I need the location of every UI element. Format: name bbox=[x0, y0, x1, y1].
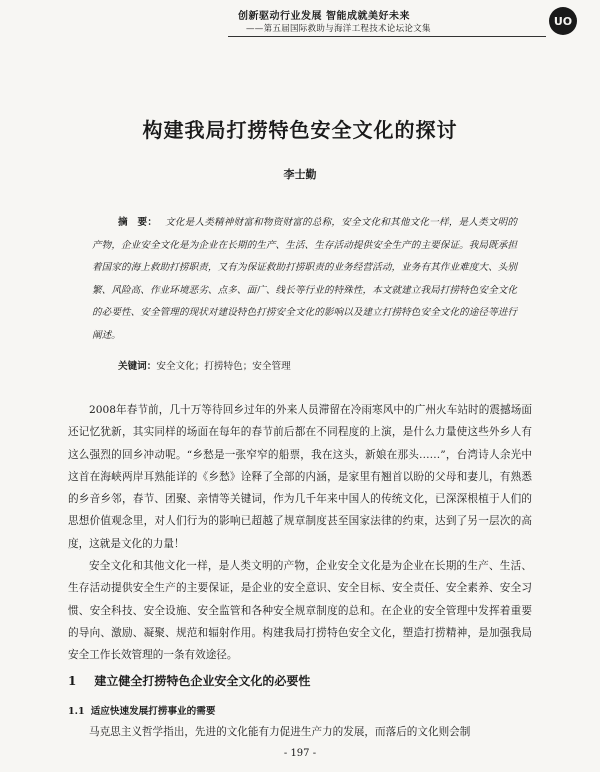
page-number: - 197 - bbox=[283, 748, 317, 759]
body-paragraph-3: 马克思主义哲学指出，先进的文化能有力促进生产力的发展，而落后的文化则会制 bbox=[89, 726, 471, 738]
section-heading bbox=[68, 672, 310, 689]
header-divider bbox=[228, 36, 546, 37]
keywords-text: 安全文化；打捞特色；安全管理 bbox=[156, 361, 291, 372]
body-paragraph-2: 安全文化和其他文化一样，是人类文明的产物，企业安全文化是为企业在长期的生产、生活、生存活动提供安全生产的主要保证，是企业的安全意识、安全目标、安全责任、安全素养、安全习惯、安全科技、安全设施、安全监管和各种安全规章制度的总和。在企业的安全管理中发挥着重要的导向、激励、凝聚、规范和辐射作用。构建我局打捞特色安全文化，塑造打捞精神，是加强我局安全工作长效管理的一条有效途径。 bbox=[68, 560, 532, 662]
subsection-number: 1.1 bbox=[68, 706, 85, 717]
conference-logo-icon bbox=[548, 6, 578, 36]
header-slogan: 创新驱动行业发展 智能成就美好未来 bbox=[238, 11, 410, 22]
header-proceedings-title: ——第五届国际救助与海洋工程技术论坛论文集 bbox=[246, 24, 431, 34]
subsection-title: 适应快速发展打捞事业的需要 bbox=[90, 706, 216, 717]
logo-text: UO bbox=[553, 15, 573, 28]
author-name: 李士勤 bbox=[283, 168, 317, 181]
section-number: 1 bbox=[68, 674, 77, 688]
running-header bbox=[0, 0, 600, 40]
section-title: 建立健全打捞特色企业安全文化的必要性 bbox=[94, 674, 311, 688]
subsection-heading bbox=[68, 703, 215, 717]
abstract-text: 文化是人类精神财富和物资财富的总称，安全文化和其他文化一样，是人类文明的产物，企业安全文化是为企业在长期的生产、生活、生存活动提供安全生产的主要保证。我局既承担着国家的海上救助打捞职责，又有为保证救助打捞职责的业务经营活动，业务有其作业难度大、头别繁、风险高、作业环境恶劣、点多、面广、线长等行业的特殊性，本文就建立我局打捞特色安全文化的必要性、安全管理的现状对建设特色打捞安全文化的影响以及建立打捞特色安全文化的途径等进行阐述。 bbox=[92, 217, 518, 341]
body-paragraph-1: 2008年春节前，几十万等待回乡过年的外来人员滞留在冷雨寒风中的广州火车站时的震撼场面还记忆犹新，其实同样的场面在每年的春节前后都在不同程度的上演，是什么力量使这些外乡人有这么强烈的回乡冲动呢。“乡愁是一张窄窄的船票，我在这头，新娘在那头……”，台湾诗人余光中这首在海峡两岸耳熟能详的《乡愁》诠释了全部的内涵，是家里有翘首以盼的父母和妻儿，有熟悉的乡音乡邻，春节、团聚、亲情等关键词，作为几千年来中国人的传统文化，已深深根植于人们的思想价值观念里，对人们行为的影响已超越了规章制度甚至国家法律的约束，达到了另一层次的高度，这就是文化的力量！ bbox=[68, 404, 532, 550]
paper-title: 构建我局打捞特色安全文化的探讨 bbox=[142, 118, 458, 142]
keywords-label: 关键词： bbox=[118, 361, 157, 372]
abstract-label: 摘 要： bbox=[118, 217, 158, 228]
keywords bbox=[92, 358, 517, 372]
abstract bbox=[92, 212, 517, 347]
